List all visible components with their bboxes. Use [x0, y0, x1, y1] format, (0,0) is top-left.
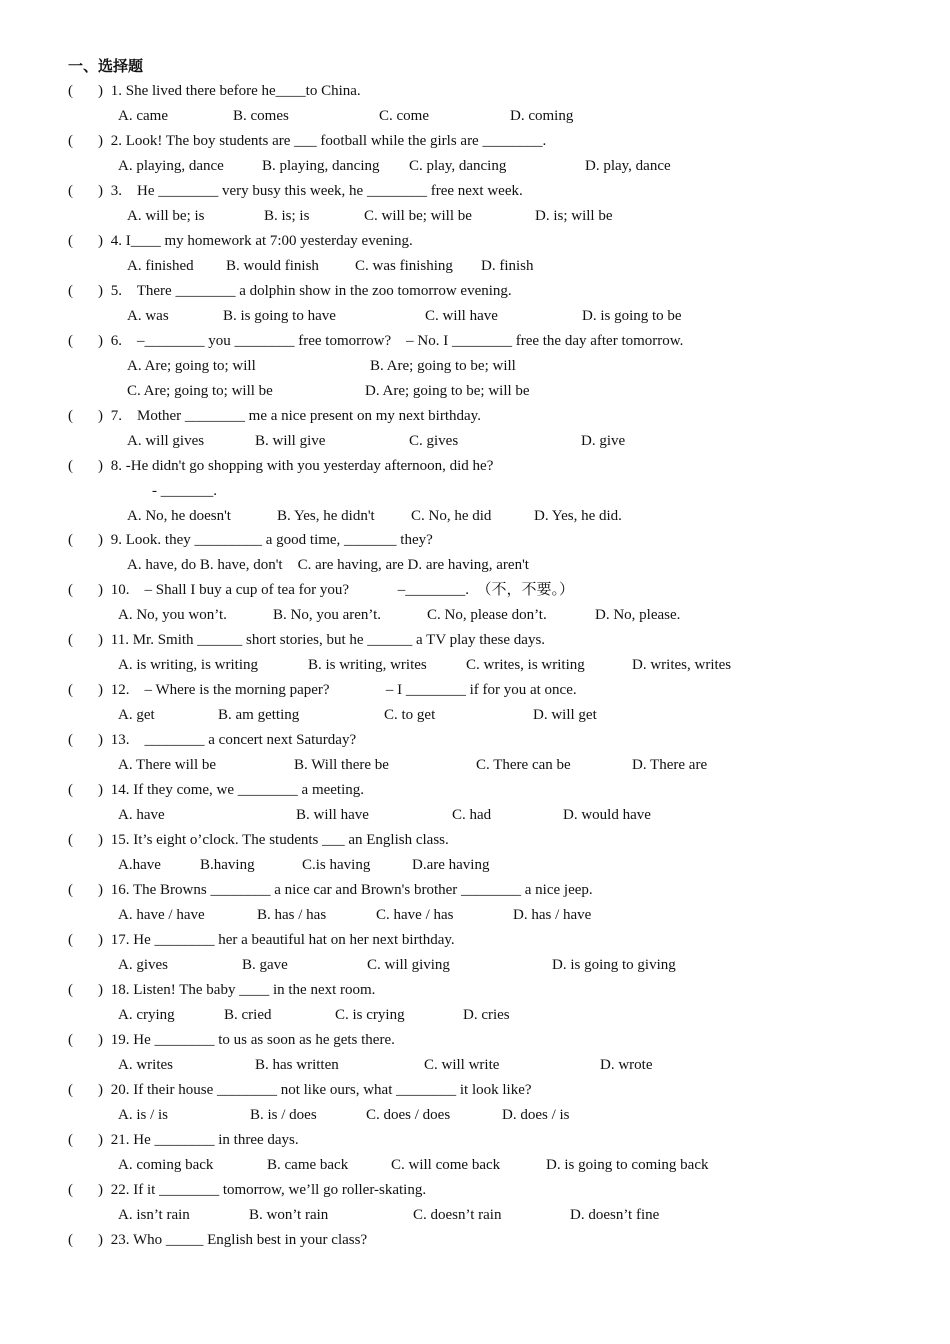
answer-option: B. is; is: [264, 208, 310, 224]
question-19: [0, 1028, 950, 1052]
answer-blank-left: (: [68, 408, 73, 424]
question-stem: 23. Who _____ English best in your class?: [107, 1232, 368, 1248]
question-14: [0, 778, 950, 802]
answer-blank-right: ): [98, 832, 103, 848]
answer-blank-right: ): [98, 982, 103, 998]
question-15: [0, 828, 950, 852]
question-23: [0, 1228, 950, 1252]
question-stem: 10. – Shall I buy a cup of tea for you? –________. （不，不要。）: [107, 582, 575, 598]
answer-option: D. would have: [563, 807, 651, 823]
answer-option: A. writes: [118, 1057, 173, 1073]
answer-blank-right: ): [98, 582, 103, 598]
answer-option: A. No, he doesn't: [127, 508, 231, 524]
answer-blank-left: (: [68, 632, 73, 648]
question-stem: 8. -He didn't go shopping with you yesterday afternoon, did he?: [107, 458, 494, 474]
answer-blank-left: (: [68, 458, 73, 474]
answer-option: A. There will be: [118, 757, 217, 773]
answer-blank-left: (: [68, 233, 73, 249]
answer-option: C. will be; will be: [364, 208, 472, 224]
answer-option: B. has written: [255, 1057, 339, 1073]
answer-option: C. No, he did: [411, 508, 492, 524]
question-stem: 15. It’s eight o’clock. The students ___ an English class.: [107, 832, 449, 848]
answer-blank-right: ): [98, 1232, 103, 1248]
answer-blank-left: (: [68, 582, 73, 598]
answer-blank-right: ): [98, 233, 103, 249]
answer-option: B.having: [200, 857, 255, 873]
answer-option: B. is writing, writes: [308, 657, 427, 673]
answer-blank-left: (: [68, 982, 73, 998]
answer-option: D. is going to be: [582, 308, 682, 324]
question-stem: 9. Look. they _________ a good time, _______ they?: [107, 532, 433, 548]
question-6: [0, 329, 950, 353]
answer-option: B. Are; going to be; will: [370, 358, 516, 374]
answer-option: B. comes: [233, 108, 289, 124]
answer-blank-left: (: [68, 1182, 73, 1198]
answer-option: A. have / have: [118, 907, 205, 923]
answer-option: D. coming: [510, 108, 574, 124]
answer-option: C. to get: [384, 707, 436, 723]
answer-option: B. won’t rain: [249, 1207, 329, 1223]
answer-option: B. is / does: [250, 1107, 317, 1123]
question-22: [0, 1178, 950, 1202]
question-stem: 5. There ________ a dolphin show in the zoo tomorrow evening.: [107, 283, 512, 299]
answer-blank-right: ): [98, 133, 103, 149]
question-stem: 11. Mr. Smith ______ short stories, but he ______ a TV play these days.: [107, 632, 546, 648]
question-stem: 4. I____ my homework at 7:00 yesterday evening.: [107, 233, 413, 249]
answer-option: A. Are; going to; will: [127, 358, 256, 374]
question-12: [0, 678, 950, 702]
question-4: [0, 229, 950, 253]
answer-option: C. was finishing: [355, 258, 453, 274]
question-stem: 13. ________ a concert next Saturday?: [107, 732, 357, 748]
answer-option: D.are having: [412, 857, 490, 873]
answer-option: A. will gives: [127, 433, 205, 449]
answer-blank-left: (: [68, 682, 73, 698]
answer-blank-right: ): [98, 183, 103, 199]
answer-option: B. Yes, he didn't: [277, 508, 375, 524]
answer-option: B. am getting: [218, 707, 300, 723]
answer-blank-left: (: [68, 83, 73, 99]
question-13: [0, 728, 950, 752]
answer-option: C. Are; going to; will be: [127, 383, 273, 399]
answer-option: A. is writing, is writing: [118, 657, 259, 673]
question-2: [0, 129, 950, 153]
answer-blank-right: ): [98, 1082, 103, 1098]
answer-option: D. finish: [481, 258, 534, 274]
answer-blank-left: (: [68, 1032, 73, 1048]
answer-blank-left: (: [68, 732, 73, 748]
answer-line: - _______.: [152, 483, 217, 499]
answer-option: D. Yes, he did.: [534, 508, 622, 524]
answer-blank-right: ): [98, 333, 103, 349]
answer-option: B. will give: [255, 433, 326, 449]
answer-option: A. No, you won’t.: [118, 607, 227, 623]
question-20: [0, 1078, 950, 1102]
answer-option: B. gave: [242, 957, 288, 973]
answer-blank-right: ): [98, 458, 103, 474]
answer-option: C. doesn’t rain: [413, 1207, 502, 1223]
answer-option: C. have / has: [376, 907, 454, 923]
answer-option: D. is; will be: [535, 208, 613, 224]
question-stem: 20. If their house ________ not like ours, what ________ it look like?: [107, 1082, 532, 1098]
question-stem: 18. Listen! The baby ____ in the next room.: [107, 982, 376, 998]
answer-option: C. is crying: [335, 1007, 405, 1023]
question-8: [0, 454, 950, 478]
answer-option: D. play, dance: [585, 158, 671, 174]
question-stem: 17. He ________ her a beautiful hat on her next birthday.: [107, 932, 455, 948]
question-9: [0, 528, 950, 552]
question-11: [0, 628, 950, 652]
answer-blank-right: ): [98, 732, 103, 748]
answer-option: C. will giving: [367, 957, 450, 973]
answer-option: B. Will there be: [294, 757, 389, 773]
answer-option: A. isn’t rain: [118, 1207, 190, 1223]
answer-option: A. get: [118, 707, 155, 723]
answer-option: B. is going to have: [223, 308, 336, 324]
answer-option: C. had: [452, 807, 492, 823]
answer-option: D. writes, writes: [632, 657, 732, 673]
answer-option: A. finished: [127, 258, 194, 274]
answer-option: A. is / is: [118, 1107, 169, 1123]
answer-option: C. No, please don’t.: [427, 607, 547, 623]
answer-option: C. writes, is writing: [466, 657, 585, 673]
answer-option: A. playing, dance: [118, 158, 224, 174]
question-stem: 16. The Browns ________ a nice car and Brown's brother ________ a nice jeep.: [107, 882, 593, 898]
answer-option: D. wrote: [600, 1057, 653, 1073]
answer-option: C. gives: [409, 433, 459, 449]
answer-blank-left: (: [68, 1232, 73, 1248]
answer-option: B. came back: [267, 1157, 349, 1173]
answer-option: A. have: [118, 807, 165, 823]
answer-blank-left: (: [68, 283, 73, 299]
answer-option: C. There can be: [476, 757, 571, 773]
question-17: [0, 928, 950, 952]
answer-option: C. does / does: [366, 1107, 451, 1123]
answer-blank-left: (: [68, 532, 73, 548]
answer-option: D. cries: [463, 1007, 510, 1023]
answer-option: A. gives: [118, 957, 168, 973]
question-5: [0, 279, 950, 303]
question-1: [0, 79, 950, 103]
answer-blank-left: (: [68, 832, 73, 848]
question-stem: 3. He ________ very busy this week, he ________ free next week.: [107, 183, 523, 199]
answer-blank-left: (: [68, 1082, 73, 1098]
answer-option: C. come: [379, 108, 429, 124]
question-stem: 6. –________ you ________ free tomorrow? – No. I ________ free the day after tomorrow.: [107, 333, 684, 349]
question-stem: 12. – Where is the morning paper? – I ________ if for you at once.: [107, 682, 577, 698]
answer-option: B. No, you aren’t.: [273, 607, 382, 623]
answer-option: D. will get: [533, 707, 597, 723]
section-title: 一、选择题: [68, 57, 144, 75]
answer-option: D. does / is: [502, 1107, 570, 1123]
question-18: [0, 978, 950, 1002]
question-stem: 7. Mother ________ me a nice present on my next birthday.: [107, 408, 481, 424]
answer-blank-right: ): [98, 1032, 103, 1048]
answer-blank-right: ): [98, 932, 103, 948]
answer-option: A. have, do B. have, don't C. are having, are D. are having, aren't: [127, 557, 529, 573]
answer-blank-right: ): [98, 882, 103, 898]
answer-option: D. There are: [632, 757, 708, 773]
answer-blank-right: ): [98, 682, 103, 698]
answer-option: A.have: [118, 857, 161, 873]
question-stem: 22. If it ________ tomorrow, we’ll go roller-skating.: [107, 1182, 427, 1198]
answer-blank-left: (: [68, 882, 73, 898]
question-10: [0, 578, 950, 602]
answer-blank-left: (: [68, 932, 73, 948]
answer-blank-right: ): [98, 632, 103, 648]
answer-blank-left: (: [68, 183, 73, 199]
answer-option: D. doesn’t fine: [570, 1207, 660, 1223]
answer-option: D. give: [581, 433, 626, 449]
answer-option: B. will have: [296, 807, 369, 823]
question-stem: 14. If they come, we ________ a meeting.: [107, 782, 365, 798]
answer-blank-left: (: [68, 333, 73, 349]
answer-blank-left: (: [68, 133, 73, 149]
answer-blank-left: (: [68, 1132, 73, 1148]
answer-option: D. Are; going to be; will be: [365, 383, 530, 399]
answer-option: D. is going to giving: [552, 957, 676, 973]
answer-option: B. playing, dancing: [262, 158, 380, 174]
answer-option: C. play, dancing: [409, 158, 507, 174]
answer-option: B. would finish: [226, 258, 319, 274]
answer-option: C. will come back: [391, 1157, 501, 1173]
answer-option: C.is having: [302, 857, 371, 873]
answer-option: D. is going to coming back: [546, 1157, 709, 1173]
answer-blank-left: (: [68, 782, 73, 798]
question-21: [0, 1128, 950, 1152]
answer-option: A. came: [118, 108, 168, 124]
answer-option: C. will have: [425, 308, 498, 324]
question-stem: 21. He ________ in three days.: [107, 1132, 299, 1148]
answer-blank-right: ): [98, 532, 103, 548]
answer-option: A. coming back: [118, 1157, 214, 1173]
answer-blank-right: ): [98, 283, 103, 299]
answer-option: D. has / have: [513, 907, 592, 923]
answer-option: D. No, please.: [595, 607, 681, 623]
question-stem: 1. She lived there before he____to China.: [107, 83, 361, 99]
answer-blank-right: ): [98, 408, 103, 424]
answer-blank-right: ): [98, 83, 103, 99]
answer-option: A. crying: [118, 1007, 175, 1023]
answer-option: A. was: [127, 308, 169, 324]
answer-option: B. cried: [224, 1007, 272, 1023]
answer-blank-right: ): [98, 1132, 103, 1148]
answer-option: B. has / has: [257, 907, 327, 923]
question-3: [0, 179, 950, 203]
answer-option: A. will be; is: [127, 208, 205, 224]
question-16: [0, 878, 950, 902]
answer-blank-right: ): [98, 1182, 103, 1198]
answer-blank-right: ): [98, 782, 103, 798]
question-stem: 2. Look! The boy students are ___ football while the girls are ________.: [107, 133, 547, 149]
answer-option: C. will write: [424, 1057, 500, 1073]
question-7: [0, 404, 950, 428]
question-stem: 19. He ________ to us as soon as he gets there.: [107, 1032, 395, 1048]
